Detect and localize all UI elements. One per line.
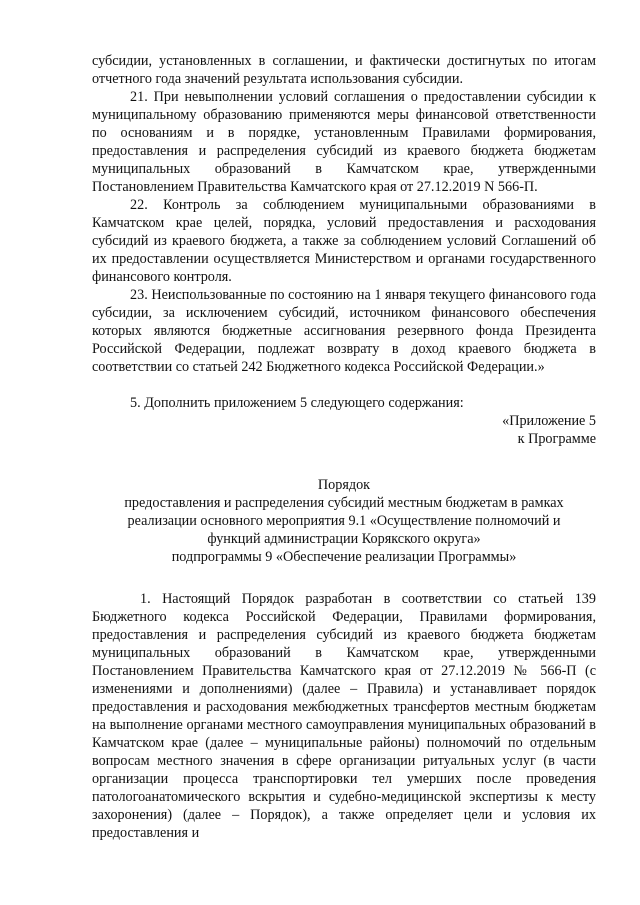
order-heading: Порядок xyxy=(317,477,371,493)
order-title-line-3: функций администрации Корякского округа» xyxy=(207,531,481,547)
paragraph-23: 23. Неиспользованные по состоянию на 1 января текущего финансового года субсидии, за исключением субсидий, источником финансового обеспечения которых являются бюджетные ассигнования резервного фонда Президента Российской Федерации, подлежат возврату в доход краевого бюджета в соответствии со статьей 242 Бюджетного кодекса Российской Федерации.» xyxy=(92,287,596,375)
spacer xyxy=(92,376,596,394)
paragraph-continuation: субсидии, установленных в соглашении, и фактически достигнутых по итогам отчетного года значений результата использования субсидии. xyxy=(92,53,596,87)
order-title-line-2: реализации основного мероприятия 9.1 «Осуществление полномочий и xyxy=(127,513,561,529)
order-title-line-4: подпрограммы 9 «Обеспечение реализации Программы» xyxy=(171,549,517,565)
appendix-label: «Приложение 5 xyxy=(502,413,596,429)
paragraph-22: 22. Контроль за соблюдением муниципальными образованиями в Камчатском крае целей, порядка, условий предоставления и расходования субсидий из краевого бюджета, а также за соблюдением условий Соглашений об их предоставлении осуществляется Министерством и органами государственного финансового контроля. xyxy=(92,197,596,285)
order-title-line-1: предоставления и распределения субсидий местным бюджетам в рамках xyxy=(124,495,564,511)
appendix-subtitle: к Программе xyxy=(517,431,596,447)
order-item-1: 1. Настоящий Порядок разработан в соответствии со статьей 139 Бюджетного кодекса Российской Федерации, Правилами формирования, предоставления и распределения субсидий из краевого бюджета бюджетам муниципальных образований в Камчатском крае, утвержденными Постановлением Правительства Камчатского края от 27.12.2019 № 566-П (с изменениями и дополнениями) (далее – Правила) и устанавливает порядок предоставления и расходования межбюджетных трансфертов местным бюджетам на выполнение органами местного самоуправления муниципальных образований в Камчатском крае (далее – муниципальные районы) полномочий по отдельным вопросам местного значения в сфере организации ритуальных услуг (в части организации процесса транспортировки тел умерших после проведения патологоанатомического вскрытия и судебно-медицинской экспертизы к месту захоронения) (далее – Порядок), а также определяет цели и условия их предоставления и xyxy=(92,591,596,841)
order-title-block xyxy=(92,476,596,566)
paragraph-5: 5. Дополнить приложением 5 следующего содержания: xyxy=(130,395,464,411)
paragraph-21: 21. При невыполнении условий соглашения о предоставлении субсидии к муниципальному образованию применяются меры финансовой ответственности по основаниям и в порядке, установленным Правилами формирования, предоставления и распределения субсидий из краевого бюджета бюджетам муниципальных образований в Камчатском крае, утвержденными Постановлением Правительства Камчатского края от 27.12.2019 N 566-П. xyxy=(92,89,596,195)
document-page xyxy=(92,52,596,842)
